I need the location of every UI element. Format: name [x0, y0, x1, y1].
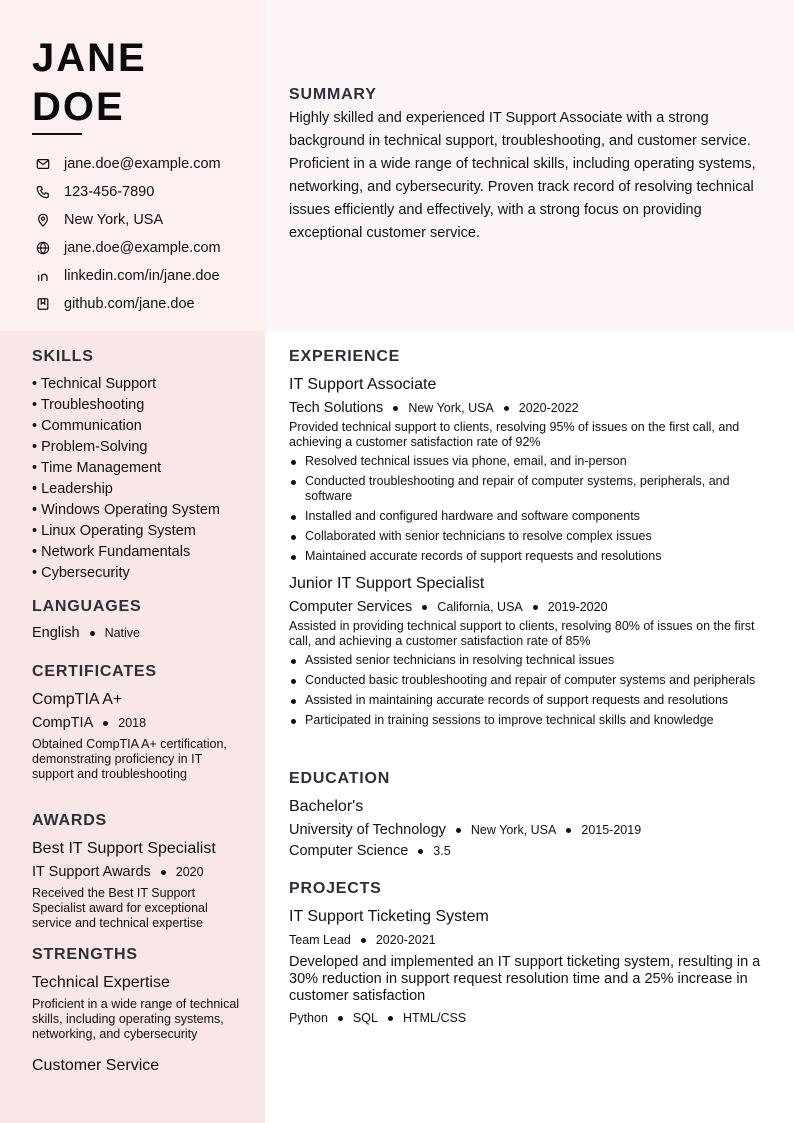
- phone-icon: [32, 181, 54, 203]
- separator-dot: [103, 721, 108, 726]
- award-meta: [32, 862, 242, 882]
- skill-item: • Linux Operating System: [32, 523, 196, 539]
- job-meta: [289, 398, 773, 418]
- separator-dot: [418, 849, 423, 854]
- candidate-name: [32, 34, 147, 132]
- certificate-year: 2018: [118, 716, 147, 730]
- job-company: Computer Services: [289, 599, 413, 615]
- project-tech-item: SQL: [352, 1011, 378, 1025]
- education-location: New York, USA: [470, 823, 557, 837]
- project-meta: [289, 930, 773, 950]
- skills-title: SKILLS: [32, 348, 94, 365]
- education-dates: 2015-2019: [581, 823, 642, 837]
- first-name: JANE: [32, 36, 147, 80]
- separator-dot: [393, 406, 398, 411]
- skills-list: [32, 374, 242, 584]
- experience-section: [289, 348, 773, 733]
- awards-section: [32, 812, 242, 931]
- job-bullet: Installed and configured hardware and software components: [289, 509, 773, 524]
- project-tech: [289, 1008, 773, 1028]
- job-bullet: Collaborated with senior technicians to resolve complex issues: [289, 529, 773, 544]
- education-degree: Bachelor's: [289, 798, 364, 815]
- contact-text: github.com/jane.doe: [64, 296, 195, 312]
- last-name: DOE: [32, 85, 125, 129]
- languages-title: LANGUAGES: [32, 598, 142, 615]
- separator-dot: [161, 870, 166, 875]
- separator-dot: [504, 406, 509, 411]
- contact-phone[interactable]: [32, 178, 221, 206]
- project-tech-item: HTML/CSS: [402, 1011, 467, 1025]
- awards-title: AWARDS: [32, 812, 108, 829]
- job-bullet: Maintained accurate records of support requests and resolutions: [289, 549, 773, 564]
- project-dates: 2020-2021: [375, 933, 436, 947]
- job-description: Assisted in providing technical support to clients, resolving 80% of issues on the first call, and achieving a customer satisfaction rate of 85%: [289, 619, 755, 648]
- job-company: Tech Solutions: [289, 400, 384, 416]
- award-issuer: IT Support Awards: [32, 864, 151, 880]
- job-description: Provided technical support to clients, resolving 95% of issues on the first call, and achieving a customer satisfaction rate of 92%: [289, 420, 740, 449]
- skill-item: • Windows Operating System: [32, 502, 221, 518]
- education-field-row: [289, 841, 773, 861]
- job-dates: 2020-2022: [518, 401, 579, 415]
- separator-dot: [361, 938, 366, 943]
- strengths-title: STRENGTHS: [32, 946, 138, 963]
- languages-section: [32, 598, 242, 641]
- job-title: Junior IT Support Specialist: [289, 575, 485, 592]
- experience-title: EXPERIENCE: [289, 348, 401, 365]
- job-meta: [289, 597, 773, 617]
- contact-linkedin[interactable]: [32, 262, 221, 290]
- mail-icon: [32, 153, 54, 175]
- job-bullets: [289, 454, 773, 564]
- separator-dot: [388, 1016, 393, 1021]
- strength-name: Customer Service: [32, 1057, 160, 1074]
- skill-item: • Leadership: [32, 481, 113, 497]
- skill-item: • Troubleshooting: [32, 397, 145, 413]
- contact-text: 123-456-7890: [64, 184, 155, 200]
- job-bullet: Assisted senior technicians in resolving technical issues: [289, 653, 773, 668]
- contact-text: linkedin.com/in/jane.doe: [64, 268, 220, 284]
- certificate-name: CompTIA A+: [32, 691, 123, 708]
- skills-section: [32, 348, 242, 584]
- skill-item: • Network Fundamentals: [32, 544, 191, 560]
- language-level: Native: [104, 626, 140, 640]
- education-title: EDUCATION: [289, 770, 391, 787]
- github-icon: [32, 293, 54, 315]
- summary-text: Highly skilled and experienced IT Support Associate with a strong background in technical support, troubleshooting, and customer service. Proficient in a wide range of technical skills, including operating systems, networking, and cybersecurity. Proven track record of resolving technical issues efficiently and effectively, with a strong focus on providing exceptional customer service.: [289, 110, 756, 241]
- job-bullets: [289, 653, 773, 728]
- job-bullet: Resolved technical issues via phone, email, and in-person: [289, 454, 773, 469]
- separator-dot: [338, 1016, 343, 1021]
- job-entry: [289, 574, 773, 728]
- projects-section: [289, 880, 773, 1028]
- certificate-issuer: CompTIA: [32, 715, 94, 731]
- job-bullet: Conducted troubleshooting and repair of computer systems, peripherals, and software: [289, 474, 773, 504]
- contact-location: [32, 206, 221, 234]
- certificate-meta: [32, 713, 242, 733]
- job-title: IT Support Associate: [289, 376, 437, 393]
- project-role: Team Lead: [289, 933, 351, 947]
- contact-text: New York, USA: [64, 212, 164, 228]
- education-school: University of Technology: [289, 822, 446, 838]
- award-name: Best IT Support Specialist: [32, 840, 216, 857]
- job-dates: 2019-2020: [547, 600, 608, 614]
- skill-item: • Communication: [32, 418, 142, 434]
- summary-title: SUMMARY: [289, 86, 377, 103]
- contact-list: [32, 150, 221, 318]
- strength-description: Proficient in a wide range of technical skills, including operating systems, networking, and cybersecurity: [32, 997, 240, 1041]
- education-section: [289, 770, 773, 861]
- language-name: English: [32, 625, 80, 641]
- projects-title: PROJECTS: [289, 880, 382, 897]
- job-location: New York, USA: [408, 401, 494, 415]
- job-location: California, USA: [437, 600, 523, 614]
- certificate-description: Obtained CompTIA A+ certification, demonstrating proficiency in IT support and troubleshooting: [32, 737, 227, 781]
- contact-github[interactable]: [32, 290, 221, 318]
- skill-item: • Time Management: [32, 460, 162, 476]
- education-gpa: 3.5: [433, 844, 451, 858]
- education-field: Computer Science: [289, 843, 409, 859]
- job-entry: [289, 375, 773, 564]
- strength-name: Technical Expertise: [32, 974, 170, 991]
- award-description: Received the Best IT Support Specialist award for exceptional service and technical expertise: [32, 886, 208, 930]
- strengths-section: [32, 946, 242, 1076]
- name-divider: [32, 133, 82, 135]
- award-year: 2020: [175, 865, 204, 879]
- education-meta: [289, 820, 773, 840]
- contact-website[interactable]: [32, 234, 221, 262]
- separator-dot: [90, 631, 95, 636]
- linkedin-icon: [32, 265, 54, 287]
- contact-email[interactable]: [32, 150, 221, 178]
- job-bullet: Assisted in maintaining accurate records of support requests and resolutions: [289, 693, 773, 708]
- location-icon: [32, 209, 54, 231]
- skill-item: • Technical Support: [32, 376, 157, 392]
- project-tech-item: Python: [289, 1011, 328, 1025]
- globe-icon: [32, 237, 54, 259]
- job-bullet: Participated in training sessions to improve technical skills and knowledge: [289, 713, 773, 728]
- project-name: IT Support Ticketing System: [289, 908, 489, 925]
- job-bullet: Conducted basic troubleshooting and repair of computer systems and peripherals: [289, 673, 773, 688]
- contact-text: jane.doe@example.com: [64, 156, 221, 172]
- certificates-section: [32, 663, 242, 782]
- separator-dot: [566, 828, 571, 833]
- certificates-title: CERTIFICATES: [32, 663, 157, 680]
- contact-text: jane.doe@example.com: [64, 240, 221, 256]
- skill-item: • Cybersecurity: [32, 565, 130, 581]
- project-description: Developed and implemented an IT support ticketing system, resulting in a 30% reduction in support request resolution time and a 25% increase in customer satisfaction: [289, 954, 761, 1004]
- separator-dot: [456, 828, 461, 833]
- summary-section: [289, 86, 771, 245]
- separator-dot: [422, 605, 427, 610]
- language-item: [32, 625, 242, 641]
- separator-dot: [533, 605, 538, 610]
- skill-item: • Problem-Solving: [32, 439, 148, 455]
